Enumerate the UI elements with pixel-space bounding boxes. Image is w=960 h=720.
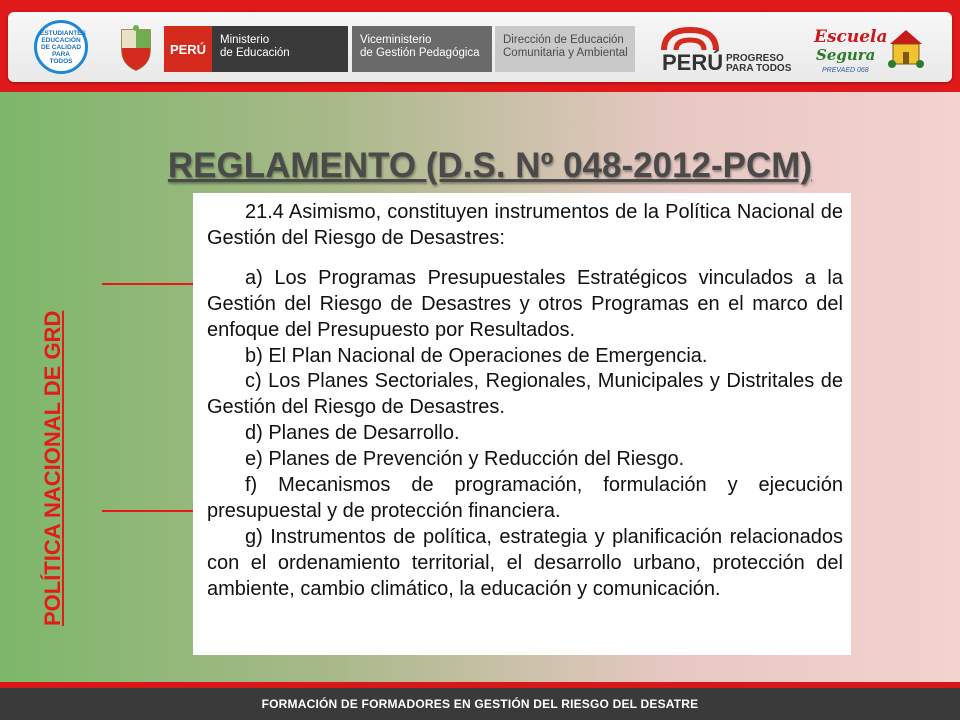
- vice-ministry-box: [352, 26, 492, 72]
- escuela-segura-logo: [806, 20, 926, 76]
- document-intro: [207, 200, 843, 252]
- list-item-text: c) Los Planes Sectoriales, Regionales, Municipales y Distritales de Gestión del Riesgo de Desastres.: [207, 370, 843, 419]
- side-title: POLÍTICA NACIONAL DE GRD: [40, 310, 65, 626]
- escuela-line3: PREVAED 068: [822, 67, 869, 74]
- coat-of-arms-icon: [116, 24, 156, 72]
- escuela-line2: Segura: [816, 46, 876, 64]
- ministry-line1: Ministerio: [220, 34, 270, 46]
- peru-progreso-line1: PROGRESO: [726, 53, 784, 64]
- list-item-text: e) Planes de Prevención y Reducción del Riesgo.: [245, 448, 685, 471]
- page-title: REGLAMENTO (D.S. Nº 048-2012-PCM): [167, 146, 813, 185]
- direction-line1: Dirección de Educación: [503, 34, 624, 46]
- list-item-text: b) El Plan Nacional de Operaciones de Emergencia.: [245, 344, 708, 367]
- direction-line2: Comunitaria y Ambiental: [503, 47, 628, 59]
- peru-progreso-logo: [660, 24, 795, 74]
- peru-progreso-line2: PARA TODOS: [726, 63, 792, 74]
- peru-label: PERÚ: [164, 26, 212, 72]
- vice-ministry-line1: Viceministerio: [360, 34, 432, 46]
- list-item: [207, 266, 843, 344]
- education-logo: [34, 20, 88, 74]
- list-item: [207, 525, 843, 603]
- list-item: [207, 344, 843, 370]
- list-item-text: d) Planes de Desarrollo.: [245, 422, 460, 445]
- list-item-text: a) Los Programas Presupuestales Estratégicos vinculados a la Gestión del Riesgo de Desastres y otros Programas en el marco del enfoque del Presupuesto por Resultados.: [207, 266, 843, 341]
- education-logo-text: ESTUDIANTES EDUCACIÓN DE CALIDAD PARA TODOS: [40, 29, 86, 65]
- list-item-text: f) Mecanismos de programación, formulación y ejecución presupuestal y de protección financiera.: [207, 474, 843, 522]
- list-item-text: g) Instrumentos de política, estrategia y planificación relacionados con el ordenamiento territorial, el desarrollo urbano, protección del ambiente, cambio climático, la educación y comunicación.: [207, 525, 843, 600]
- list-item: [207, 421, 843, 447]
- list-item: [207, 447, 843, 473]
- direction-box: [495, 26, 635, 72]
- footer-bar: FORMACIÓN DE FORMADORES EN GESTIÓN DEL RIESGO DEL DESATRE: [0, 688, 960, 720]
- peru-progreso-word: PERÚ: [662, 50, 724, 74]
- intro-text: 21.4 Asimismo, constituyen instrumentos de la Política Nacional de Gestión del Riesgo de Desastres:: [207, 201, 843, 249]
- document-excerpt: [193, 193, 851, 655]
- escuela-line1: Escuela: [814, 27, 888, 47]
- ministry-box: [212, 26, 348, 72]
- vice-ministry-line2: de Gestión Pedagógica: [360, 47, 480, 59]
- list-item: [207, 369, 843, 421]
- list-item: [207, 473, 843, 525]
- ministry-line2: de Educación: [220, 47, 290, 59]
